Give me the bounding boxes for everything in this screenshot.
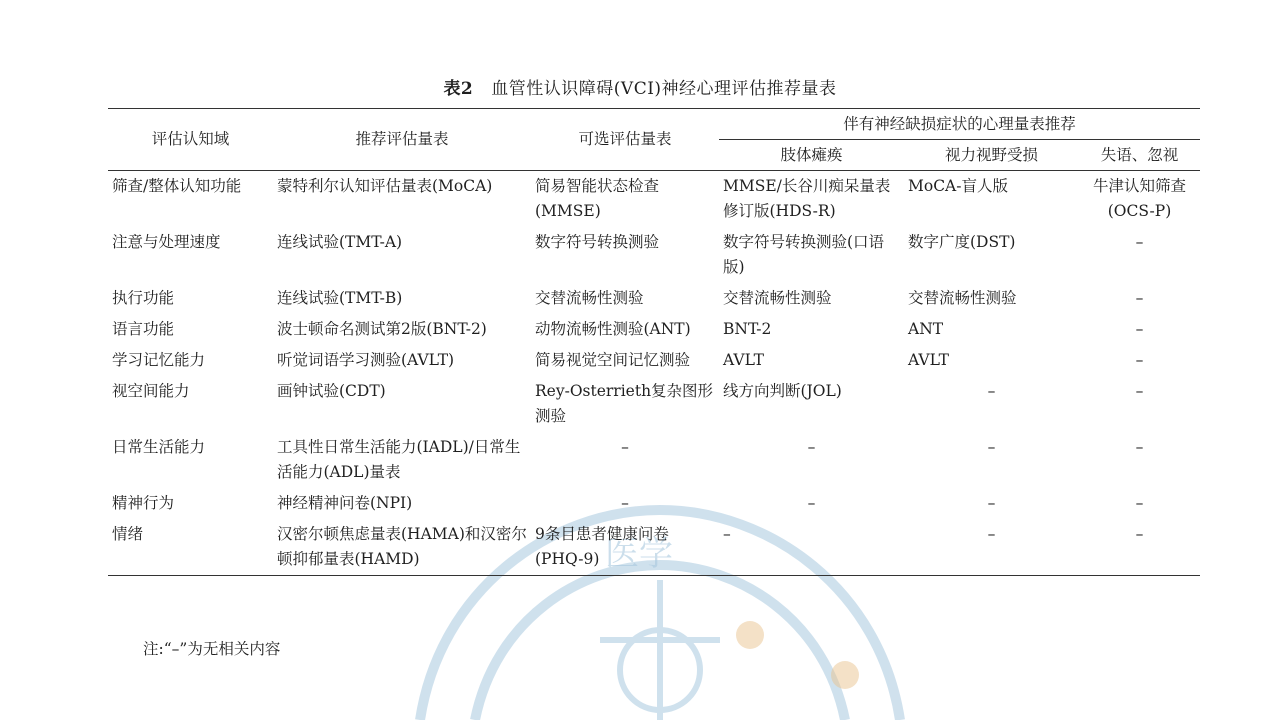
cell-limb: –	[719, 519, 904, 576]
cell-optional: 动物流畅性测验(ANT)	[535, 320, 691, 338]
cell-recommended: 画钟试验(CDT)	[277, 382, 386, 400]
cell-aphasia: 牛津认知筛查(OCS-P)	[1092, 177, 1186, 220]
cell-aphasia: –	[1135, 289, 1144, 307]
table-row	[108, 432, 1200, 488]
watermark-char: 医学	[605, 534, 673, 574]
cell-aphasia: –	[1135, 320, 1144, 338]
cell-limb: MMSE/长谷川痴呆量表修订版(HDS-R)	[723, 177, 891, 220]
cell-domain: 筛查/整体认知功能	[112, 177, 242, 195]
header-domain: 评估认知域	[108, 109, 273, 171]
cell-optional: 交替流畅性测验	[535, 289, 644, 307]
cell-recommended: 蒙特利尔认知评估量表(MoCA)	[277, 177, 493, 195]
table-number: 表2	[443, 79, 474, 99]
cell-vision: –	[987, 438, 996, 456]
cell-vision: 交替流畅性测验	[908, 289, 1017, 307]
table-note: 注:“–”为无相关内容	[143, 640, 281, 658]
cell-recommended: 工具性日常生活能力(IADL)/日常生活能力(ADL)量表	[277, 438, 521, 481]
cell-recommended: 连线试验(TMT-B)	[277, 289, 403, 307]
table-title	[0, 74, 1280, 99]
cell-recommended: 汉密尔顿焦虑量表(HAMA)和汉密尔顿抑郁量表(HAMD)	[273, 519, 531, 576]
cell-vision: –	[987, 494, 996, 512]
assessment-table	[108, 108, 1200, 576]
table-row	[108, 488, 1200, 519]
header-group: 伴有神经缺损症状的心理量表推荐	[719, 109, 1200, 140]
cell-optional: 简易视觉空间记忆测验	[535, 351, 691, 369]
table-row	[108, 519, 1200, 576]
table-row	[108, 171, 1200, 228]
cell-domain: 情绪	[108, 519, 273, 576]
table-row	[108, 314, 1200, 345]
cell-optional: 数字符号转换测验	[535, 233, 660, 251]
cell-aphasia: –	[1135, 233, 1144, 251]
cell-aphasia: –	[1135, 494, 1144, 512]
table-row	[108, 283, 1200, 314]
table-row	[108, 376, 1200, 432]
cell-optional: 简易智能状态检查(MMSE)	[535, 177, 660, 220]
header-aphasia: 失语、忽视	[1079, 140, 1200, 171]
cell-vision: ANT	[908, 320, 944, 338]
cell-optional: 9条目患者健康问卷(PHQ-9)	[531, 519, 719, 576]
cell-optional: –	[621, 494, 629, 512]
cell-vision: MoCA-盲人版	[908, 177, 1008, 195]
cell-domain: 日常生活能力	[112, 438, 206, 456]
cell-recommended: 波士顿命名测试第2版(BNT-2)	[277, 320, 487, 338]
cell-domain: 注意与处理速度	[112, 233, 221, 251]
cell-domain: 学习记忆能力	[112, 351, 206, 369]
table-row	[108, 345, 1200, 376]
cell-limb: AVLT	[723, 351, 764, 369]
cell-recommended: 神经精神问卷(NPI)	[277, 494, 413, 512]
header-limb: 肢体瘫痪	[719, 140, 904, 171]
cell-vision: AVLT	[908, 351, 949, 369]
cell-vision: –	[904, 519, 1079, 576]
cell-aphasia: –	[1135, 382, 1144, 400]
cell-domain: 视空间能力	[112, 382, 190, 400]
cell-aphasia: –	[1135, 438, 1144, 456]
header-recommended: 推荐评估量表	[273, 109, 531, 171]
cell-domain: 执行功能	[112, 289, 175, 307]
table-row	[108, 227, 1200, 283]
cell-recommended: 听觉词语学习测验(AVLT)	[277, 351, 455, 369]
cell-vision: 数字广度(DST)	[908, 233, 1016, 251]
cell-limb: –	[807, 494, 816, 512]
cell-optional: –	[621, 438, 629, 456]
cell-limb: 线方向判断(JOL)	[723, 382, 842, 400]
cell-limb: 数字符号转换测验(口语版)	[723, 233, 885, 276]
cell-limb: –	[807, 438, 816, 456]
cell-aphasia: –	[1079, 519, 1200, 576]
cell-domain: 精神行为	[112, 494, 175, 512]
cell-limb: 交替流畅性测验	[723, 289, 832, 307]
cell-aphasia: –	[1135, 351, 1144, 369]
cell-domain: 语言功能	[112, 320, 175, 338]
header-vision: 视力视野受损	[904, 140, 1079, 171]
cell-vision: –	[987, 382, 996, 400]
cell-limb: BNT-2	[723, 320, 772, 338]
cell-optional: Rey-Osterrieth复杂图形测验	[535, 382, 714, 425]
cell-recommended: 连线试验(TMT-A)	[277, 233, 403, 251]
header-optional: 可选评估量表	[531, 109, 719, 171]
table-title-text: 血管性认识障碍(VCI)神经心理评估推荐量表	[491, 79, 837, 99]
